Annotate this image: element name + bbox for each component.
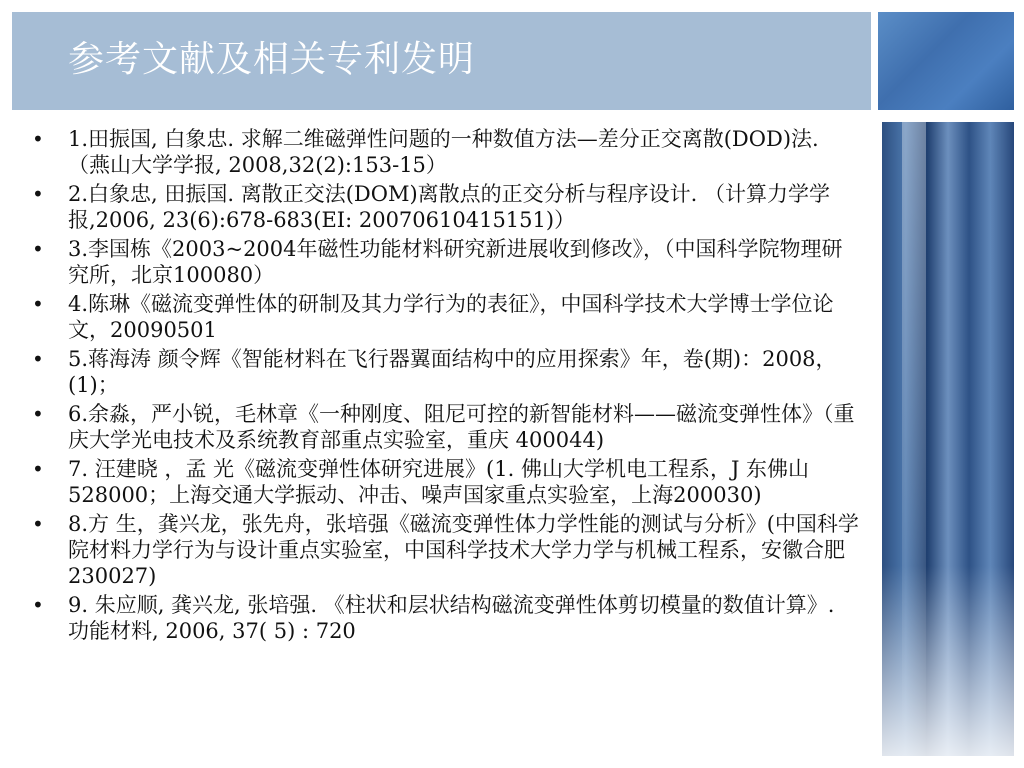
reference-text: 1.田振国, 白象忠. 求解二维磁弹性问题的一种数值方法—差分正交离散(DOD)法. （燕山大学学报, 2008,32(2):153-15） xyxy=(68,127,819,177)
bullet: • xyxy=(32,402,44,426)
reference-item xyxy=(30,592,860,644)
decorative-gloss xyxy=(902,122,926,756)
reference-item xyxy=(30,401,860,453)
bullet: • xyxy=(32,457,44,481)
bullet: • xyxy=(32,347,44,371)
reference-item xyxy=(30,236,860,288)
decorative-side-panel xyxy=(882,122,1014,756)
reference-item xyxy=(30,511,860,589)
reference-text: 4.陈琳《磁流变弹性体的研制及其力学行为的表征》，中国科学技术大学博士学位论文，20090501 xyxy=(68,292,834,342)
reference-text: 7. 汪建晓 ，孟 光《磁流变弹性体研究进展》(1. 佛山大学机电工程系，J 东佛山528000；上海交通大学振动、冲击、噪声国家重点实验室，上海200030) xyxy=(68,457,810,507)
reference-text: 3.李国栋《2003~2004年磁性功能材料研究新进展收到修改》，（中国科学院物理研究所，北京100080） xyxy=(68,237,843,287)
bullet: • xyxy=(32,292,44,316)
reference-item xyxy=(30,346,860,398)
reference-item xyxy=(30,126,860,178)
bullet: • xyxy=(32,593,44,617)
decorative-corner-block xyxy=(878,12,1014,110)
bullet: • xyxy=(32,127,44,151)
reference-text: 5.蒋海涛 颜令辉《智能材料在飞行器翼面结构中的应用探索》年，卷(期)：2008，(1)； xyxy=(68,347,837,397)
reference-text: 2.白象忠, 田振国. 离散正交法(DOM)离散点的正交分析与程序设计. （计算力学学报,2006, 23(6):678-683(EI: 20070610415151)） xyxy=(68,182,831,232)
reference-item xyxy=(30,181,860,233)
bullet: • xyxy=(32,237,44,261)
bullet: • xyxy=(32,182,44,206)
title-bar xyxy=(12,12,871,110)
slide-title: 参考文献及相关专利发明 xyxy=(68,39,476,80)
reference-list xyxy=(30,126,860,647)
reference-text: 9. 朱应顺, 龚兴龙, 张培强. 《柱状和层状结构磁流变弹性体剪切模量的数值计算》. 功能材料, 2006, 37( 5) : 720 xyxy=(68,593,835,643)
bullet: • xyxy=(32,512,44,536)
reference-text: 8.方 生，龚兴龙，张先舟，张培强《磁流变弹性体力学性能的测试与分析》(中国科学院材料力学行为与设计重点实验室，中国科学技术大学力学与机械工程系，安徽合肥230027) xyxy=(68,512,859,588)
reference-item xyxy=(30,456,860,508)
reference-item xyxy=(30,291,860,343)
reference-text: 6.余淼，严小锐，毛林章《一种刚度、阻尼可控的新智能材料——磁流变弹性体》（重庆大学光电技术及系统教育部重点实验室，重庆 400044) xyxy=(68,402,855,452)
